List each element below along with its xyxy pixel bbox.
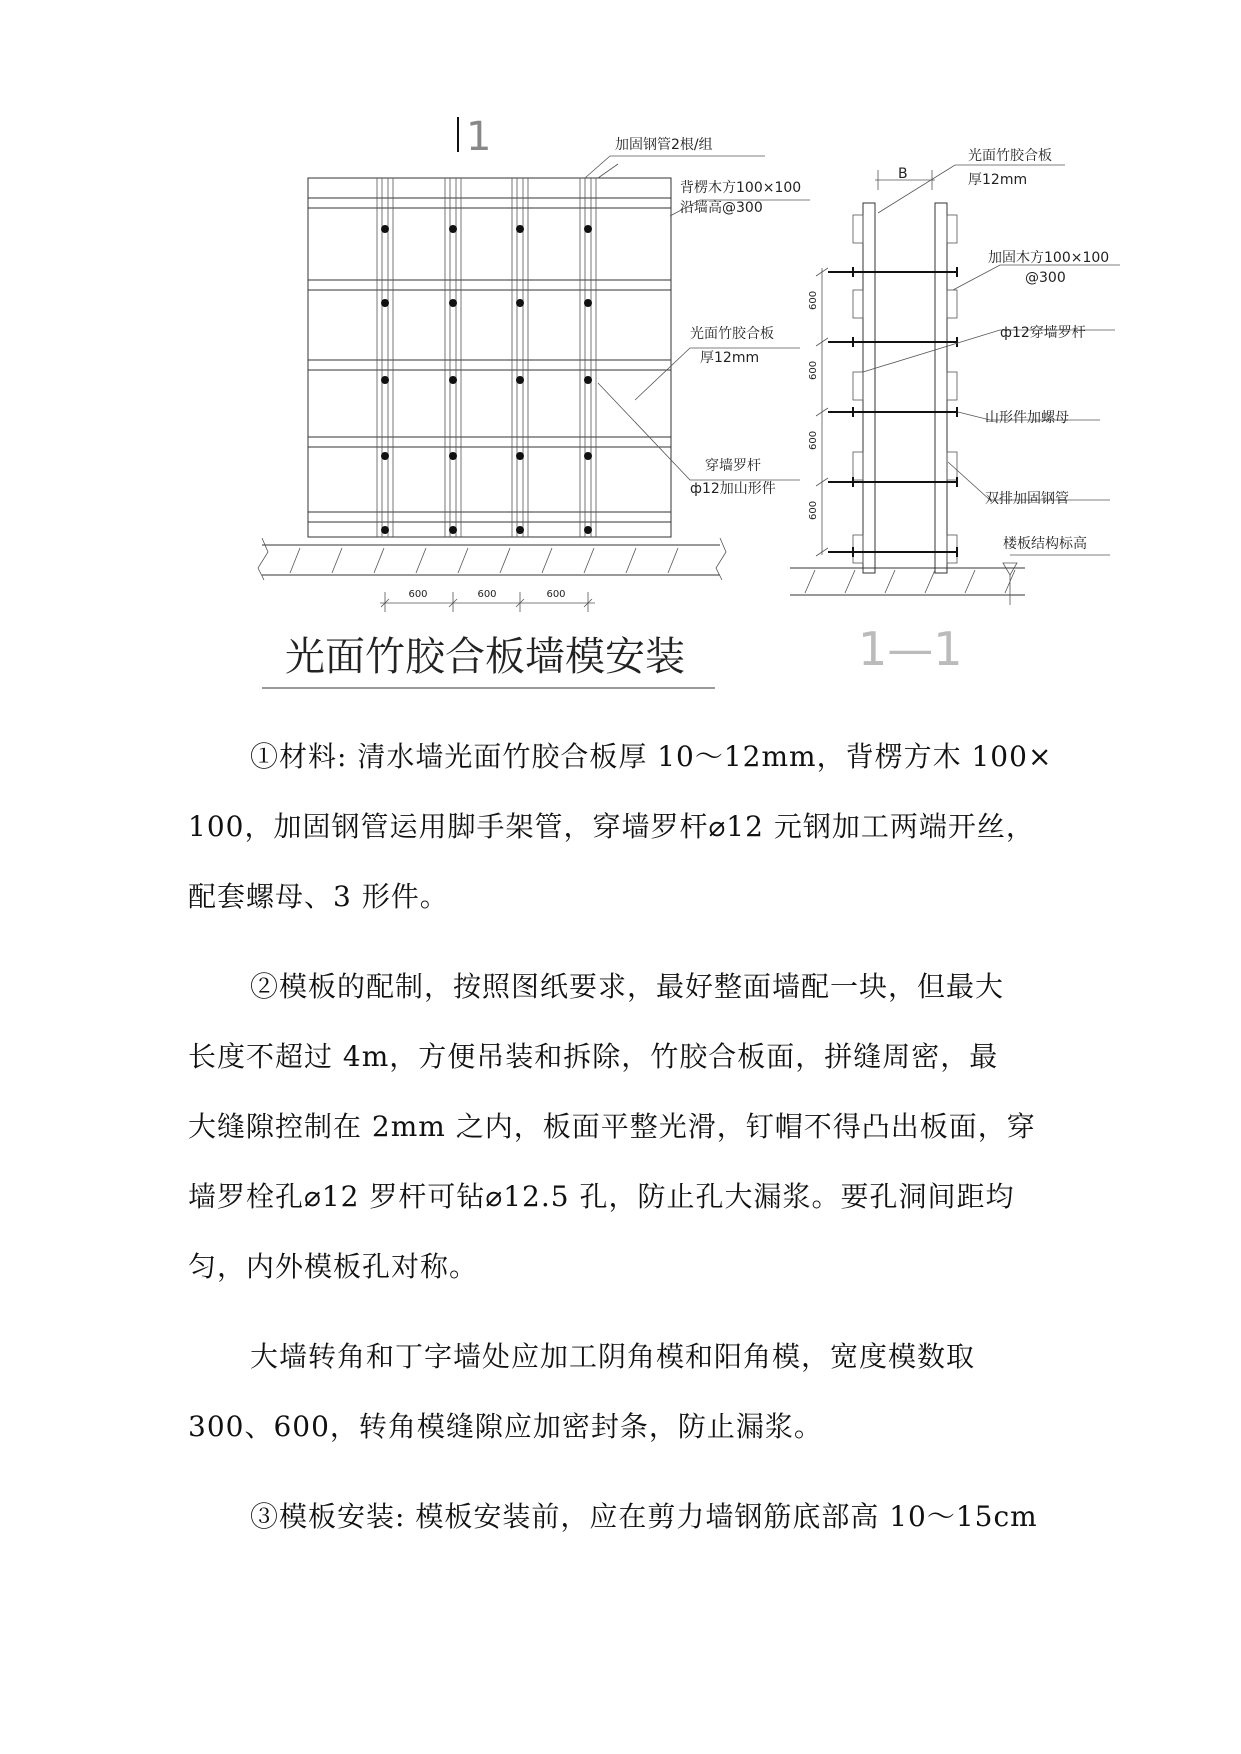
timber-right-1	[947, 290, 957, 318]
section-ground-hatch	[805, 570, 1015, 593]
timber-right-4	[947, 535, 957, 563]
paragraph-3-line-2: 300、600，转角模缝隙应加密封条，防止漏浆。	[188, 1410, 823, 1443]
label-plywood: 光面竹胶合板	[690, 326, 774, 342]
sec-label-floor-level: 楼板结构标高	[1003, 536, 1087, 552]
paragraph-1-line-3: 配套螺母、3 形件。	[188, 880, 449, 913]
timber-left-1	[853, 290, 863, 318]
paragraph-2-line-4: 墙罗栓孔⌀12 罗杆可钻⌀12.5 孔，防止孔大漏浆。要孔洞间距均	[188, 1180, 1015, 1213]
tie-rod-dot-1-2	[516, 299, 524, 307]
sec-hatch-885	[885, 570, 895, 593]
tie-rod-dot-3-3	[584, 452, 592, 460]
hatch-542	[542, 548, 552, 573]
tie-rod-dot-2-1	[449, 376, 457, 384]
dim-v-4: 600	[808, 500, 819, 520]
reinforcing-timbers	[853, 215, 957, 563]
sec-label-tie-rod: ф12穿墙罗杆	[1000, 325, 1086, 341]
hatch-332	[332, 548, 342, 573]
hatch-584	[584, 548, 594, 573]
sec-label-timber: 加固木方100×100	[988, 250, 1110, 266]
dim-h-3: 600	[546, 589, 566, 600]
hatch-416	[416, 548, 426, 573]
paragraph-2-line-3: 大缝隙控制在 2mm 之内，板面平整光滑，钉帽不得凸出板面，穿	[188, 1110, 1036, 1143]
timber-left-2	[853, 372, 863, 400]
tie-rod-dot-2-3	[584, 376, 592, 384]
label-back-timber-spacing: 沿墙高@300	[680, 200, 763, 216]
tie-rod-dot-1-3	[584, 299, 592, 307]
dim-v-3: 600	[808, 430, 819, 450]
paragraph-1-line-2: 100，加固钢管运用脚手架管，穿墙罗杆⌀12 元钢加工两端开丝，	[188, 810, 1035, 843]
tie-rod-dot-0-2	[516, 225, 524, 233]
hatch-374	[374, 548, 384, 573]
tie-rod-dot-3-2	[516, 452, 524, 460]
paragraph-1-line-1: ①材料: 清水墙光面竹胶合板厚 10～12mm，背楞方木 100×	[250, 740, 1053, 773]
sec-hatch-805	[805, 570, 815, 593]
dim-h-2: 600	[477, 589, 497, 600]
paragraph-2-line-5: 匀，内外模板孔对称。	[188, 1250, 479, 1283]
timber-right-2	[947, 372, 957, 400]
tie-rod-dot-4-3	[584, 526, 592, 534]
tie-rod-points	[381, 225, 592, 534]
tie-rod-dot-3-0	[381, 452, 389, 460]
dim-B: B	[898, 166, 908, 182]
ground-hatch	[290, 548, 678, 573]
tie-rods	[828, 267, 958, 557]
timber-left-0	[853, 215, 863, 243]
hatch-290	[290, 548, 300, 573]
hatch-626	[626, 548, 636, 573]
label-tie-rod: 穿墙罗杆	[705, 458, 761, 474]
hatch-500	[500, 548, 510, 573]
label-steel-pipe: 加固钢管2根/组	[615, 137, 713, 153]
sec-label-plywood-thickness: 厚12mm	[968, 172, 1028, 188]
tie-rod-dot-4-0	[381, 526, 389, 534]
dim-h-1: 600	[408, 589, 428, 600]
formwork-drawing	[0, 0, 1241, 700]
paragraph-2-line-1: ②模板的配制，按照图纸要求，最好整面墙配一块，但最大	[250, 970, 1005, 1003]
timber-left-3	[853, 452, 863, 480]
hatch-668	[668, 548, 678, 573]
dim-v-2: 600	[808, 360, 819, 380]
sec-label-nut: 山形件加螺母	[985, 410, 1069, 426]
hatch-458	[458, 548, 468, 573]
paragraph-3-line-1: 大墙转角和丁字墙处应加工阴角模和阳角模，宽度模数取	[250, 1340, 976, 1373]
tie-rod-dot-0-1	[449, 225, 457, 233]
sec-hatch-965	[965, 570, 975, 593]
label-plywood-thickness: 厚12mm	[700, 350, 760, 366]
tie-rod-dot-3-1	[449, 452, 457, 460]
section-mark: 1	[466, 114, 492, 160]
steel-pipes	[377, 178, 596, 537]
timber-right-0	[947, 215, 957, 243]
front-elevation	[258, 114, 810, 688]
sec-label-plywood: 光面竹胶合板	[968, 148, 1052, 164]
tie-rod-dot-0-3	[584, 225, 592, 233]
paragraph-4-line-1: ③模板安装: 模板安装前，应在剪力墙钢筋底部高 10～15cm	[250, 1500, 1038, 1533]
label-tie-rod-spec: ф12加山形件	[690, 481, 776, 497]
sec-label-double-pipe: 双排加固钢管	[985, 491, 1069, 507]
tie-rod-dot-0-0	[381, 225, 389, 233]
dim-v-1: 600	[808, 290, 819, 310]
timber-left-4	[853, 535, 863, 563]
tie-rod-dot-2-2	[516, 376, 524, 384]
sec-label-timber-spacing: @300	[1025, 270, 1066, 286]
sec-hatch-845	[845, 570, 855, 593]
section-view	[790, 147, 1120, 676]
tie-rod-dot-1-1	[449, 299, 457, 307]
drawing-title: 光面竹胶合板墙模安装	[285, 634, 685, 680]
tie-rod-dot-4-2	[516, 526, 524, 534]
back-timbers	[308, 198, 671, 522]
tie-rod-dot-4-1	[449, 526, 457, 534]
tie-rod-dot-2-0	[381, 376, 389, 384]
label-back-timber: 背楞木方100×100	[680, 180, 802, 196]
section-label: 1—1	[858, 622, 963, 676]
paragraph-2-line-2: 长度不超过 4m，方便吊装和拆除，竹胶合板面，拼缝周密，最	[188, 1040, 999, 1073]
tie-rod-dot-1-0	[381, 299, 389, 307]
sec-hatch-925	[925, 570, 935, 593]
